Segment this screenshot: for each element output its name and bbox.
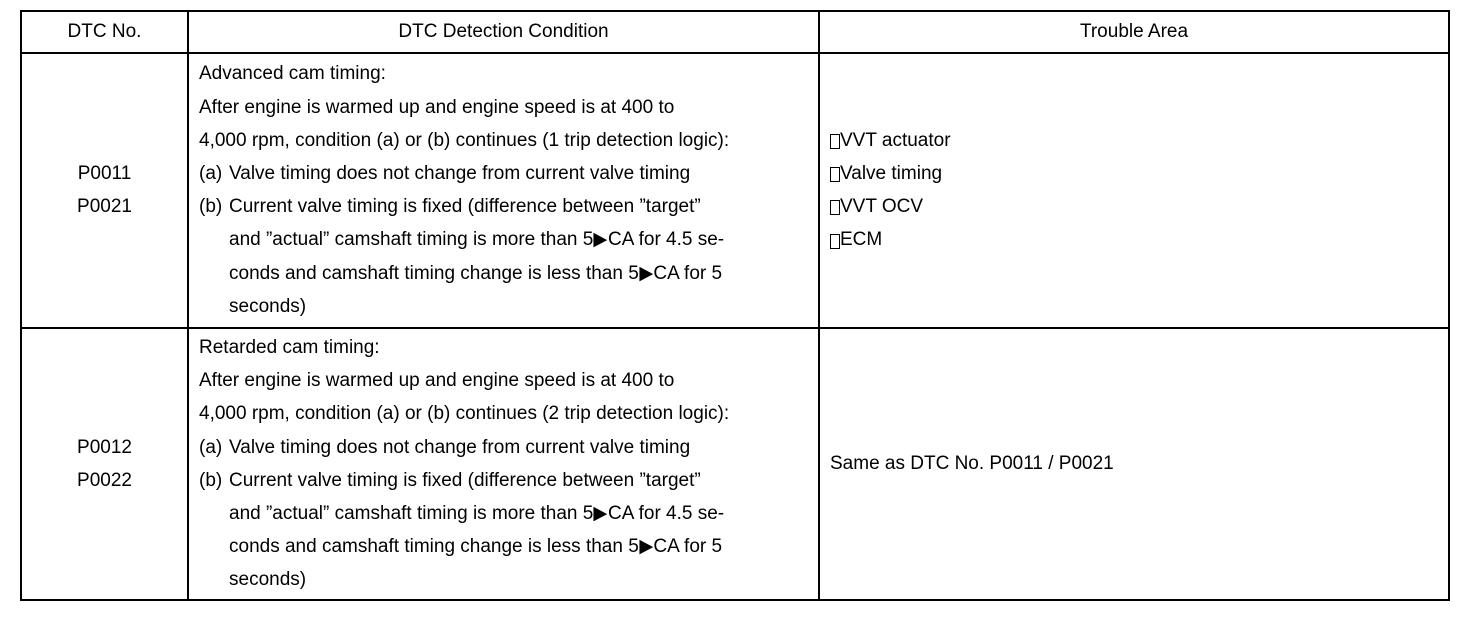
item-continuation: seconds): [229, 569, 307, 591]
item-marker: (b): [199, 469, 223, 491]
item-continuation: [199, 257, 812, 290]
table-row: [21, 53, 1449, 328]
trouble-area-item: [830, 124, 1440, 157]
trouble-area-label: ECM: [840, 229, 883, 251]
detection-condition-cell: [188, 53, 819, 328]
degree-icon: ▶: [639, 262, 654, 284]
item-text-part: CA for 5: [653, 262, 723, 284]
detection-condition-cell: [188, 328, 819, 601]
item-continuation: [199, 223, 812, 256]
header-trouble-area: Trouble Area: [819, 11, 1449, 53]
trouble-area-label: VVT OCV: [840, 196, 924, 218]
dtc-code: P0021: [77, 196, 132, 218]
trouble-area-cell: [819, 328, 1449, 601]
trouble-area-label: VVT actuator: [840, 129, 951, 151]
trouble-area-item: [830, 223, 1440, 256]
trouble-area-cell: [819, 53, 1449, 328]
dtc-code-cell: [21, 328, 188, 601]
header-dtc-no: DTC No.: [21, 11, 188, 53]
item-continuation: [199, 497, 812, 530]
degree-icon: ▶: [593, 229, 608, 251]
item-text-part: and ”actual” camshaft timing is more than 5: [229, 502, 594, 524]
item-marker: (a): [199, 436, 223, 458]
condition-item-a: [199, 157, 812, 190]
bullet-box-icon: [830, 134, 840, 149]
item-text: Current valve timing is fixed (difference between ”target”: [229, 469, 701, 491]
condition-heading: Retarded cam timing:: [199, 336, 380, 358]
item-text-part: CA for 4.5 se-: [607, 229, 725, 251]
item-continuation: [199, 530, 812, 563]
condition-intro-line: After engine is warmed up and engine speed is at 400 to: [199, 96, 675, 118]
trouble-area-label: Valve timing: [840, 163, 943, 185]
trouble-area-item: [830, 190, 1440, 223]
item-text-part: and ”actual” camshaft timing is more than 5: [229, 229, 594, 251]
item-text-part: CA for 4.5 se-: [607, 502, 725, 524]
condition-heading: Advanced cam timing:: [199, 63, 386, 85]
dtc-code: P0012: [77, 436, 132, 458]
bullet-box-icon: [830, 200, 840, 215]
item-text: Current valve timing is fixed (difference between ”target”: [229, 196, 701, 218]
degree-icon: ▶: [639, 536, 654, 558]
condition-item-b: [199, 190, 812, 223]
bullet-box-icon: [830, 167, 840, 182]
dtc-code: P0011: [77, 163, 132, 185]
trouble-area-item: [830, 157, 1440, 190]
item-continuation: seconds): [229, 295, 307, 317]
item-marker: (a): [199, 163, 223, 185]
header-row: [21, 11, 1449, 53]
condition-intro-line: 4,000 rpm, condition (a) or (b) continues (2 trip detection logic):: [199, 403, 730, 425]
degree-icon: ▶: [593, 502, 608, 524]
condition-intro-line: After engine is warmed up and engine speed is at 400 to: [199, 370, 675, 392]
item-text: Valve timing does not change from current valve timing: [229, 436, 691, 458]
condition-item-a: [199, 431, 812, 464]
dtc-code-cell: [21, 53, 188, 328]
item-text-part: conds and camshaft timing change is less than 5: [229, 536, 639, 558]
trouble-area-text: Same as DTC No. P0011 / P0021: [830, 453, 1114, 475]
header-detection-condition: DTC Detection Condition: [188, 11, 819, 53]
bullet-box-icon: [830, 234, 840, 249]
table-row: [21, 328, 1449, 601]
item-marker: (b): [199, 196, 223, 218]
condition-item-b: [199, 464, 812, 497]
item-text-part: conds and camshaft timing change is less than 5: [229, 262, 639, 284]
item-text-part: CA for 5: [653, 536, 723, 558]
dtc-table: [20, 10, 1450, 601]
condition-intro-line: 4,000 rpm, condition (a) or (b) continues (1 trip detection logic):: [199, 129, 730, 151]
dtc-code: P0022: [77, 469, 132, 491]
item-text: Valve timing does not change from current valve timing: [229, 163, 691, 185]
